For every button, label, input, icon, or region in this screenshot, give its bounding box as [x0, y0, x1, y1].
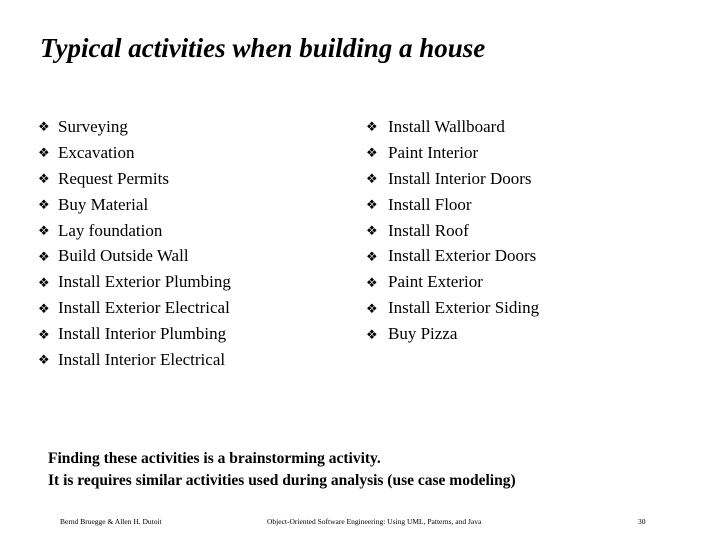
list-item-label: Buy Material	[58, 194, 149, 214]
slide-title: Typical activities when building a house	[40, 33, 486, 63]
list-item	[366, 321, 686, 347]
list-item-label: Paint Exterior	[388, 272, 483, 292]
list-item	[38, 269, 338, 295]
diamond-bullet-icon: ❖	[366, 145, 378, 161]
footer-author: Bernd Bruegge & Allen H. Dutoit	[60, 517, 162, 526]
list-item	[366, 166, 686, 192]
diamond-bullet-icon: ❖	[38, 300, 50, 316]
list-item-label: Install Interior Electrical	[58, 350, 226, 370]
diamond-bullet-icon: ❖	[366, 300, 378, 316]
list-item	[38, 321, 338, 347]
diamond-bullet-icon: ❖	[38, 119, 50, 135]
list-item	[38, 192, 338, 218]
list-item	[366, 218, 686, 244]
list-item-label: Request Permits	[58, 168, 169, 188]
diamond-bullet-icon: ❖	[38, 197, 50, 213]
list-item	[38, 243, 338, 269]
list-item	[366, 114, 686, 140]
list-item-label: Install Exterior Siding	[388, 298, 540, 318]
list-item-label: Install Exterior Plumbing	[58, 272, 231, 292]
brainstorming-note	[48, 448, 516, 492]
diamond-bullet-icon: ❖	[38, 248, 50, 264]
list-item	[366, 295, 686, 321]
list-item	[366, 192, 686, 218]
diamond-bullet-icon: ❖	[366, 171, 378, 187]
diamond-bullet-icon: ❖	[38, 326, 50, 342]
diamond-bullet-icon: ❖	[366, 248, 378, 264]
note-line-2: It is requires similar activities used during analysis (use case modeling)	[48, 472, 516, 489]
list-item	[38, 347, 338, 373]
footer-page-number: 30	[638, 517, 646, 526]
list-item-label: Paint Interior	[388, 142, 479, 162]
list-item-label: Buy Pizza	[388, 324, 458, 344]
diamond-bullet-icon: ❖	[38, 274, 50, 290]
list-item-label: Install Interior Doors	[388, 168, 532, 188]
list-item-label: Install Exterior Doors	[388, 246, 537, 266]
diamond-bullet-icon: ❖	[38, 171, 50, 187]
list-item	[38, 140, 338, 166]
list-item	[38, 295, 338, 321]
list-item-label: Build Outside Wall	[58, 246, 189, 266]
list-item	[38, 114, 338, 140]
diamond-bullet-icon: ❖	[366, 197, 378, 213]
list-item-label: Install Wallboard	[388, 117, 505, 136]
list-item-label: Install Exterior Electrical	[58, 298, 230, 318]
list-item	[366, 269, 686, 295]
diamond-bullet-icon: ❖	[366, 223, 378, 238]
list-item-label: Install Interior Plumbing	[58, 324, 227, 344]
diamond-bullet-icon: ❖	[38, 223, 50, 238]
diamond-bullet-icon: ❖	[366, 326, 378, 342]
list-item	[38, 166, 338, 192]
list-item	[366, 140, 686, 166]
list-item-label: Install Floor	[388, 194, 472, 214]
list-item-label: Lay foundation	[58, 220, 163, 240]
diamond-bullet-icon: ❖	[38, 145, 50, 161]
diamond-bullet-icon: ❖	[366, 119, 378, 135]
right-activity-list	[366, 114, 686, 347]
list-item	[366, 243, 686, 269]
list-item-label: Install Roof	[388, 220, 469, 240]
list-item-label: Surveying	[58, 117, 128, 136]
footer-book-title: Object-Oriented Software Engineering: Using UML, Patterns, and Java	[267, 517, 482, 526]
diamond-bullet-icon: ❖	[366, 274, 378, 290]
list-item	[38, 218, 338, 244]
list-item-label: Excavation	[58, 142, 135, 162]
left-activity-list	[38, 114, 338, 373]
diamond-bullet-icon: ❖	[38, 352, 50, 368]
note-line-1: Finding these activities is a brainstorming activity.	[48, 450, 381, 467]
